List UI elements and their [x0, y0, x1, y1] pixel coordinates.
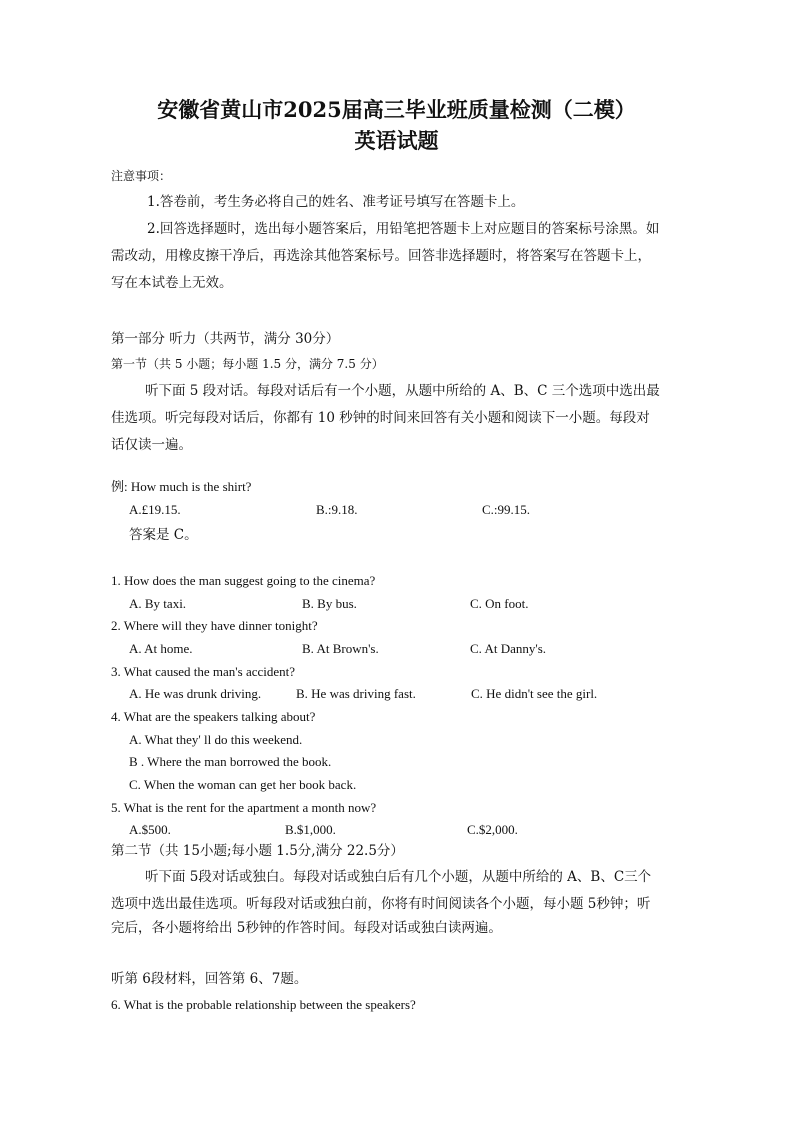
question-2-option-a: A. At home.: [129, 641, 193, 656]
notice-item-2-line-3: 写在本试卷上无效。: [111, 275, 233, 291]
exam-title: 安徽省黄山市2025届高三毕业班质量检测（二模）: [157, 97, 636, 122]
notice-item-2-line-2: 需改动，用橡皮擦干净后，再选涂其他答案标号。回答非选择题时，将答案写在答题卡上，: [111, 248, 651, 264]
section2-instruction-line-1: 听下面 5段对话或独白。每段对话或独白后有几个小题，从题中所给的 A、B、C三个: [145, 869, 652, 885]
question-4-option-c: C. When the woman can get her book back.: [129, 777, 357, 792]
section1-instruction-line-2: 佳选项。听完每段对话后，你都有 10 秒钟的时间来回答有关小题和阅读下一小题。每段对: [111, 410, 650, 426]
section1-instruction-line-3: 话仅读一遍。: [111, 437, 192, 453]
question-2-option-b: B. At Brown's.: [302, 641, 379, 656]
question-5-option-a: A.$500.: [129, 822, 171, 837]
question-4-option-a: A. What they' ll do this weekend.: [129, 732, 303, 747]
question-1-option-b: B. By bus.: [302, 596, 357, 611]
question-4-option-b: B . Where the man borrowed the book.: [129, 754, 332, 769]
question-1-option-c: C. On foot.: [470, 596, 529, 611]
example-option-b: B.:9.18.: [316, 502, 358, 517]
section1-instruction-line-1: 听下面 5 段对话。每段对话后有一个小题，从题中所给的 A、B、C 三个选项中选出最: [145, 383, 660, 399]
section2-heading: 第二节（共 15小题;每小题 1.5分,满分 22.5分）: [111, 843, 404, 859]
section2-instruction-line-3: 完后，各小题将给出 5秒钟的作答时间。每段对话或独白读两遍。: [111, 920, 502, 936]
part1-heading: 第一部分 听力（共两节，满分 30分）: [111, 331, 340, 347]
question-5-option-b: B.$1,000.: [285, 822, 336, 837]
question-4: 4. What are the speakers talking about?: [111, 709, 316, 724]
question-5-option-c: C.$2,000.: [467, 822, 518, 837]
notice-heading: 注意事项：: [111, 169, 172, 183]
example-question: 例: How much is the shirt?: [111, 479, 252, 494]
notice-item-1: 1.答卷前，考生务必将自己的姓名、准考证号填写在答题卡上。: [147, 194, 525, 210]
section1-heading: 第一节（共 5 小题；每小题 1.5 分，满分 7.5 分）: [111, 357, 384, 371]
question-5: 5. What is the rent for the apartment a month now?: [111, 800, 377, 815]
question-3: 3. What caused the man's accident?: [111, 664, 296, 679]
question-2-option-c: C. At Danny's.: [470, 641, 547, 656]
question-1-option-a: A. By taxi.: [129, 596, 187, 611]
question-3-option-a: A. He was drunk driving.: [129, 686, 262, 701]
question-2: 2. Where will they have dinner tonight?: [111, 618, 318, 633]
question-1: 1. How does the man suggest going to the cinema?: [111, 573, 376, 588]
example-answer: 答案是 C。: [129, 527, 198, 543]
question-3-option-c: C. He didn't see the girl.: [471, 686, 598, 701]
question-3-option-b: B. He was driving fast.: [296, 686, 416, 701]
exam-subject-title: 英语试题: [354, 128, 439, 153]
question-6: 6. What is the probable relationship between the speakers?: [111, 997, 416, 1012]
example-option-a: A.£19.15.: [129, 502, 181, 517]
section2-instruction-line-2: 选项中选出最佳选项。听每段对话或独白前，你将有时间阅读各个小题，每小题 5秒钟；听: [111, 896, 651, 912]
material-6-heading: 听第 6段材料，回答第 6、7题。: [111, 971, 308, 987]
notice-item-2-line-1: 2.回答选择题时，选出每小题答案后，用铅笔把答题卡上对应题目的答案标号涂黑。如: [147, 221, 660, 237]
example-option-c: C.:99.15.: [482, 502, 531, 517]
